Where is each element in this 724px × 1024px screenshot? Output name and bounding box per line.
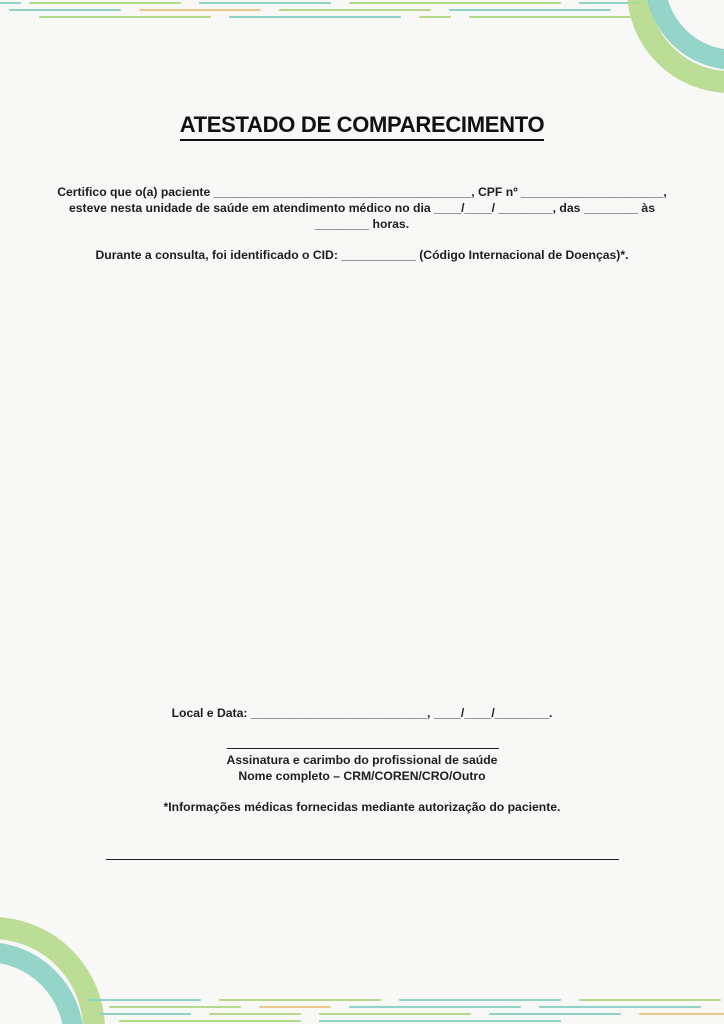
attendance-statement: Certifico que o(a) paciente ______________________________________, CPF nº _____________________, esteve nesta unidade de saúde em atendimento médico no dia ____/____/ ________, das ________ às ________ horas. bbox=[57, 185, 667, 231]
signature-block bbox=[0, 752, 724, 784]
bottom-left-arc-decoration bbox=[0, 928, 94, 1024]
bottom-stripes-decoration bbox=[90, 1000, 724, 1021]
cid-statement: Durante a consulta, foi identificado o CID: ___________ (Código Internacional de Doenças)*. bbox=[95, 248, 629, 262]
footnote: *Informações médicas fornecidas mediante autorização do paciente. bbox=[163, 800, 561, 814]
top-stripes-decoration bbox=[0, 3, 640, 17]
signature-line bbox=[227, 748, 499, 749]
top-right-arc-decoration bbox=[638, 0, 724, 82]
signature-caption: Assinatura e carimbo do profissional de saúde bbox=[226, 753, 498, 767]
document-title bbox=[0, 112, 724, 141]
document-title-text: ATESTADO DE COMPARECIMENTO bbox=[180, 112, 545, 141]
signature-name-caption: Nome completo – CRM/COREN/CRO/Outro bbox=[238, 769, 486, 783]
footer-divider bbox=[106, 859, 619, 860]
local-date-line: Local e Data: __________________________, ____/____/________. bbox=[171, 706, 553, 720]
